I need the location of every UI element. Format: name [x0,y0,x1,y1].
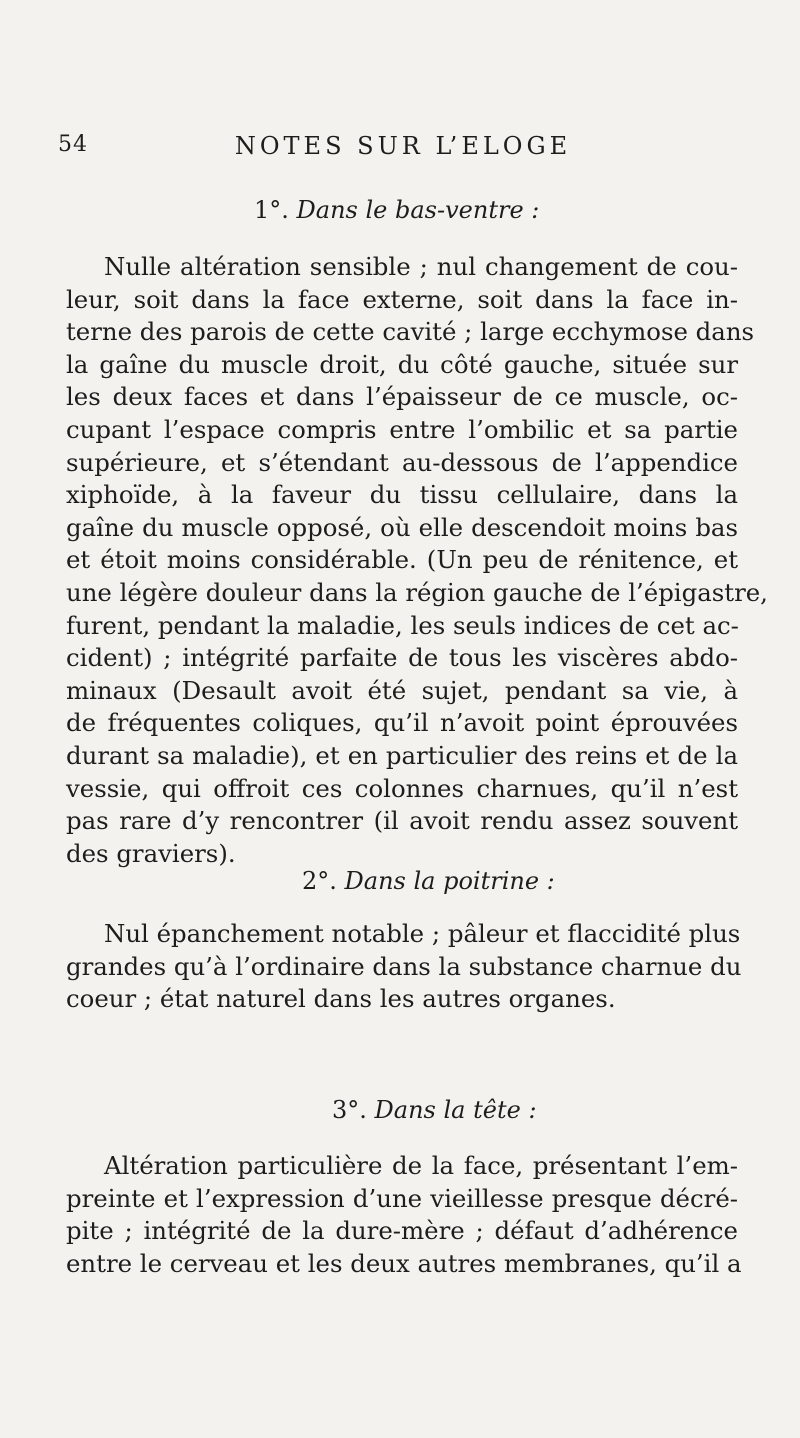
text-line: durant sa maladie), et en particulier des reins et de la [66,740,738,770]
section-number: 3°. [332,1096,367,1124]
paragraph-head [66,1150,742,1280]
text-line: xiphoïde, à la faveur du tissu cellulaire, dans la [66,480,738,510]
text-line: preinte et l’expression d’une vieillesse presque décré- [66,1183,738,1213]
section-heading-chest [302,867,555,895]
text-line: entre le cerveau et les deux autres membranes, qu’il a [66,1248,742,1278]
text-line: Nul épanchement notable ; pâleur et flaccidité plus [104,919,741,948]
text-line: coeur ; état naturel dans les autres organes. [66,984,616,1014]
text-line: Altération particulière de la face, présentant l’em- [104,1151,738,1180]
text-line: supérieure, et s’étendant au-dessous de l’appendice [66,447,738,477]
section-number: 2°. [302,867,337,895]
section-number: 1°. [254,196,289,224]
text-line: des graviers). [66,838,236,868]
text-line: de fréquentes coliques, qu’il n’avoit point éprouvées [66,708,738,738]
section-title: Dans la tête : [374,1096,537,1124]
text-line: la gaîne du muscle droit, du côté gauche, située sur [66,349,738,379]
text-line: cupant l’espace compris entre l’ombilic et sa partie [66,414,738,444]
page-header [58,132,748,172]
text-line: terne des parois de cette cavité ; large ecchymose dans [66,317,755,347]
section-title: Dans le bas-ventre : [296,196,540,224]
text-line: vessie, qui offroit ces colonnes charnues, qu’il n’est [66,773,738,803]
page-number: 54 [58,132,88,157]
text-line: et étoit moins considérable. (Un peu de rénitence, et [66,545,738,575]
section-heading-abdomen [254,196,539,224]
text-line: une légère douleur dans la région gauche de l’épigastre, [66,577,768,607]
text-line: minaux (Desault avoit été sujet, pendant sa vie, à [66,675,738,705]
text-line: les deux faces et dans l’épaisseur de ce muscle, oc- [66,382,738,412]
running-title: NOTES SUR L’ELOGE [234,132,572,160]
text-line: gaîne du muscle opposé, où elle descendoit moins bas [66,512,738,542]
text-line: Nulle altération sensible ; nul changement de cou- [104,252,738,281]
section-heading-head [332,1096,537,1124]
text-line: cident) ; intégrité parfaite de tous les viscères abdo- [66,643,738,673]
paragraph-abdomen [66,251,768,870]
section-title: Dans la poitrine : [344,867,555,895]
text-line: pite ; intégrité de la dure-mère ; défaut d’adhérence [66,1216,738,1246]
text-line: leur, soit dans la face externe, soit dans la face in- [66,284,738,314]
text-line: pas rare d’y rencontrer (il avoit rendu assez souvent [66,806,738,836]
paragraph-chest [66,918,742,1016]
text-line: grandes qu’à l’ordinaire dans la substance charnue du [66,951,742,981]
text-line: furent, pendant la maladie, les seuls indices de cet ac- [66,610,739,640]
